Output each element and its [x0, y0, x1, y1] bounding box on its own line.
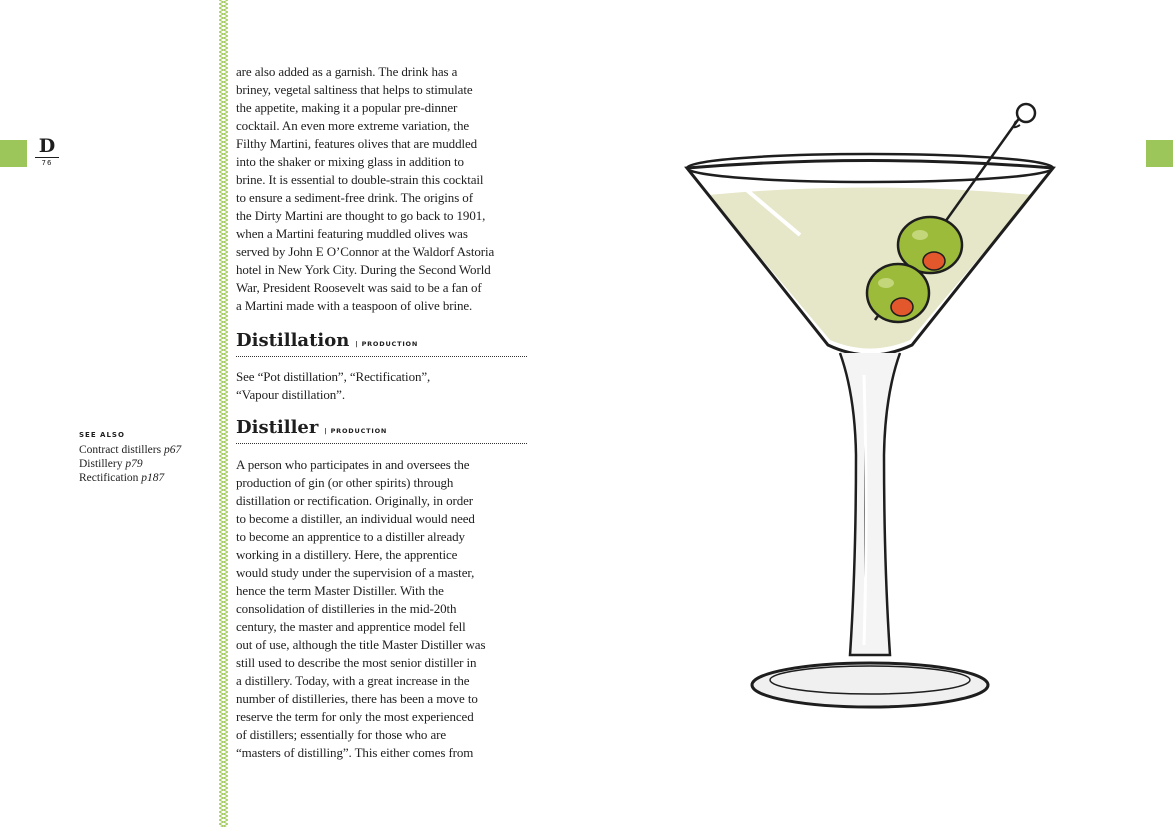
- see-also-item[interactable]: [79, 471, 214, 485]
- entry-body-distiller: A person who participates in and oversees the production of gin (or other spirits) through distillation or rectification. Originally, in order to become a distiller, an individual would need to become an apprentice to a distiller already working in a distillery. Here, the apprentice would study under the supervision of a master, hence the term Master Distiller. With the consolidation of distilleries in the mid-20th century, the master and apprentice model fell out of use, although the title Master Distiller was still used to describe the most senior distiller in a distillery. Today, with a great increase in the number of distilleries, there has been a move to reserve the term for only the most experienced of distillers; essentially for those who are “masters of distilling”. This either comes from: [236, 457, 486, 760]
- stem-highlight: [864, 375, 866, 645]
- see-also-item-page: p187: [141, 472, 165, 484]
- section-tab-right: [1146, 140, 1173, 167]
- section-tab-left: [0, 140, 27, 167]
- see-also-item[interactable]: [79, 457, 214, 471]
- main-text-column: [236, 63, 536, 762]
- martini-liquid: [708, 188, 1032, 349]
- entry-category: | PRODUCTION: [324, 427, 388, 435]
- see-also-heading: SEE ALSO: [79, 431, 125, 439]
- see-also-item-label: Rectification: [79, 472, 142, 484]
- zigzag-border-icon: [219, 0, 228, 827]
- martini-glass-illustration: [680, 95, 1060, 720]
- entry-heading-distiller: [236, 416, 536, 440]
- see-also-item-page: p67: [163, 444, 182, 456]
- section-letter: D: [38, 135, 56, 157]
- letter-divider: [35, 157, 59, 158]
- olive-icon: [867, 264, 929, 322]
- entry-title: Distiller: [236, 417, 319, 438]
- entry-body-distillation: See “Pot distillation”, “Rectification”, “Vapour distillation”.: [236, 369, 431, 402]
- see-also-item[interactable]: [79, 443, 214, 457]
- glass-stem: [840, 353, 900, 655]
- section-letter-block: [35, 136, 59, 167]
- entry-heading-distillation: [236, 329, 536, 353]
- entry-category: | PRODUCTION: [355, 340, 419, 348]
- glass-base: [752, 663, 988, 707]
- see-also-box: [79, 430, 214, 485]
- see-also-item-label: Distillery: [79, 458, 126, 470]
- see-also-item-label: Contract distillers: [79, 444, 164, 456]
- page-number: 76: [41, 159, 53, 167]
- intro-paragraph: are also added as a garnish. The drink has a briney, vegetal saltiness that helps to stimulate the appetite, making it a popular pre-dinner cocktail. An even more extreme variation, the Filthy Martini, features olives that are muddled into the shaker or mixing glass in addition to brine. It is essential to double-strain this cocktail to ensure a sediment-free drink. The origins of the Dirty Martini are thought to go back to 1901, when a Martini featuring muddled olives was served by John E O’Connor at the Waldorf Astoria hotel in New York City. During the Second World War, President Roosevelt was said to be a fan of a Martini made with a teaspoon of olive brine.: [236, 64, 495, 313]
- glass-rim: [687, 154, 1053, 182]
- pick-knot: [1017, 104, 1035, 122]
- see-also-item-page: p79: [125, 458, 143, 470]
- entry-title: Distillation: [236, 330, 350, 351]
